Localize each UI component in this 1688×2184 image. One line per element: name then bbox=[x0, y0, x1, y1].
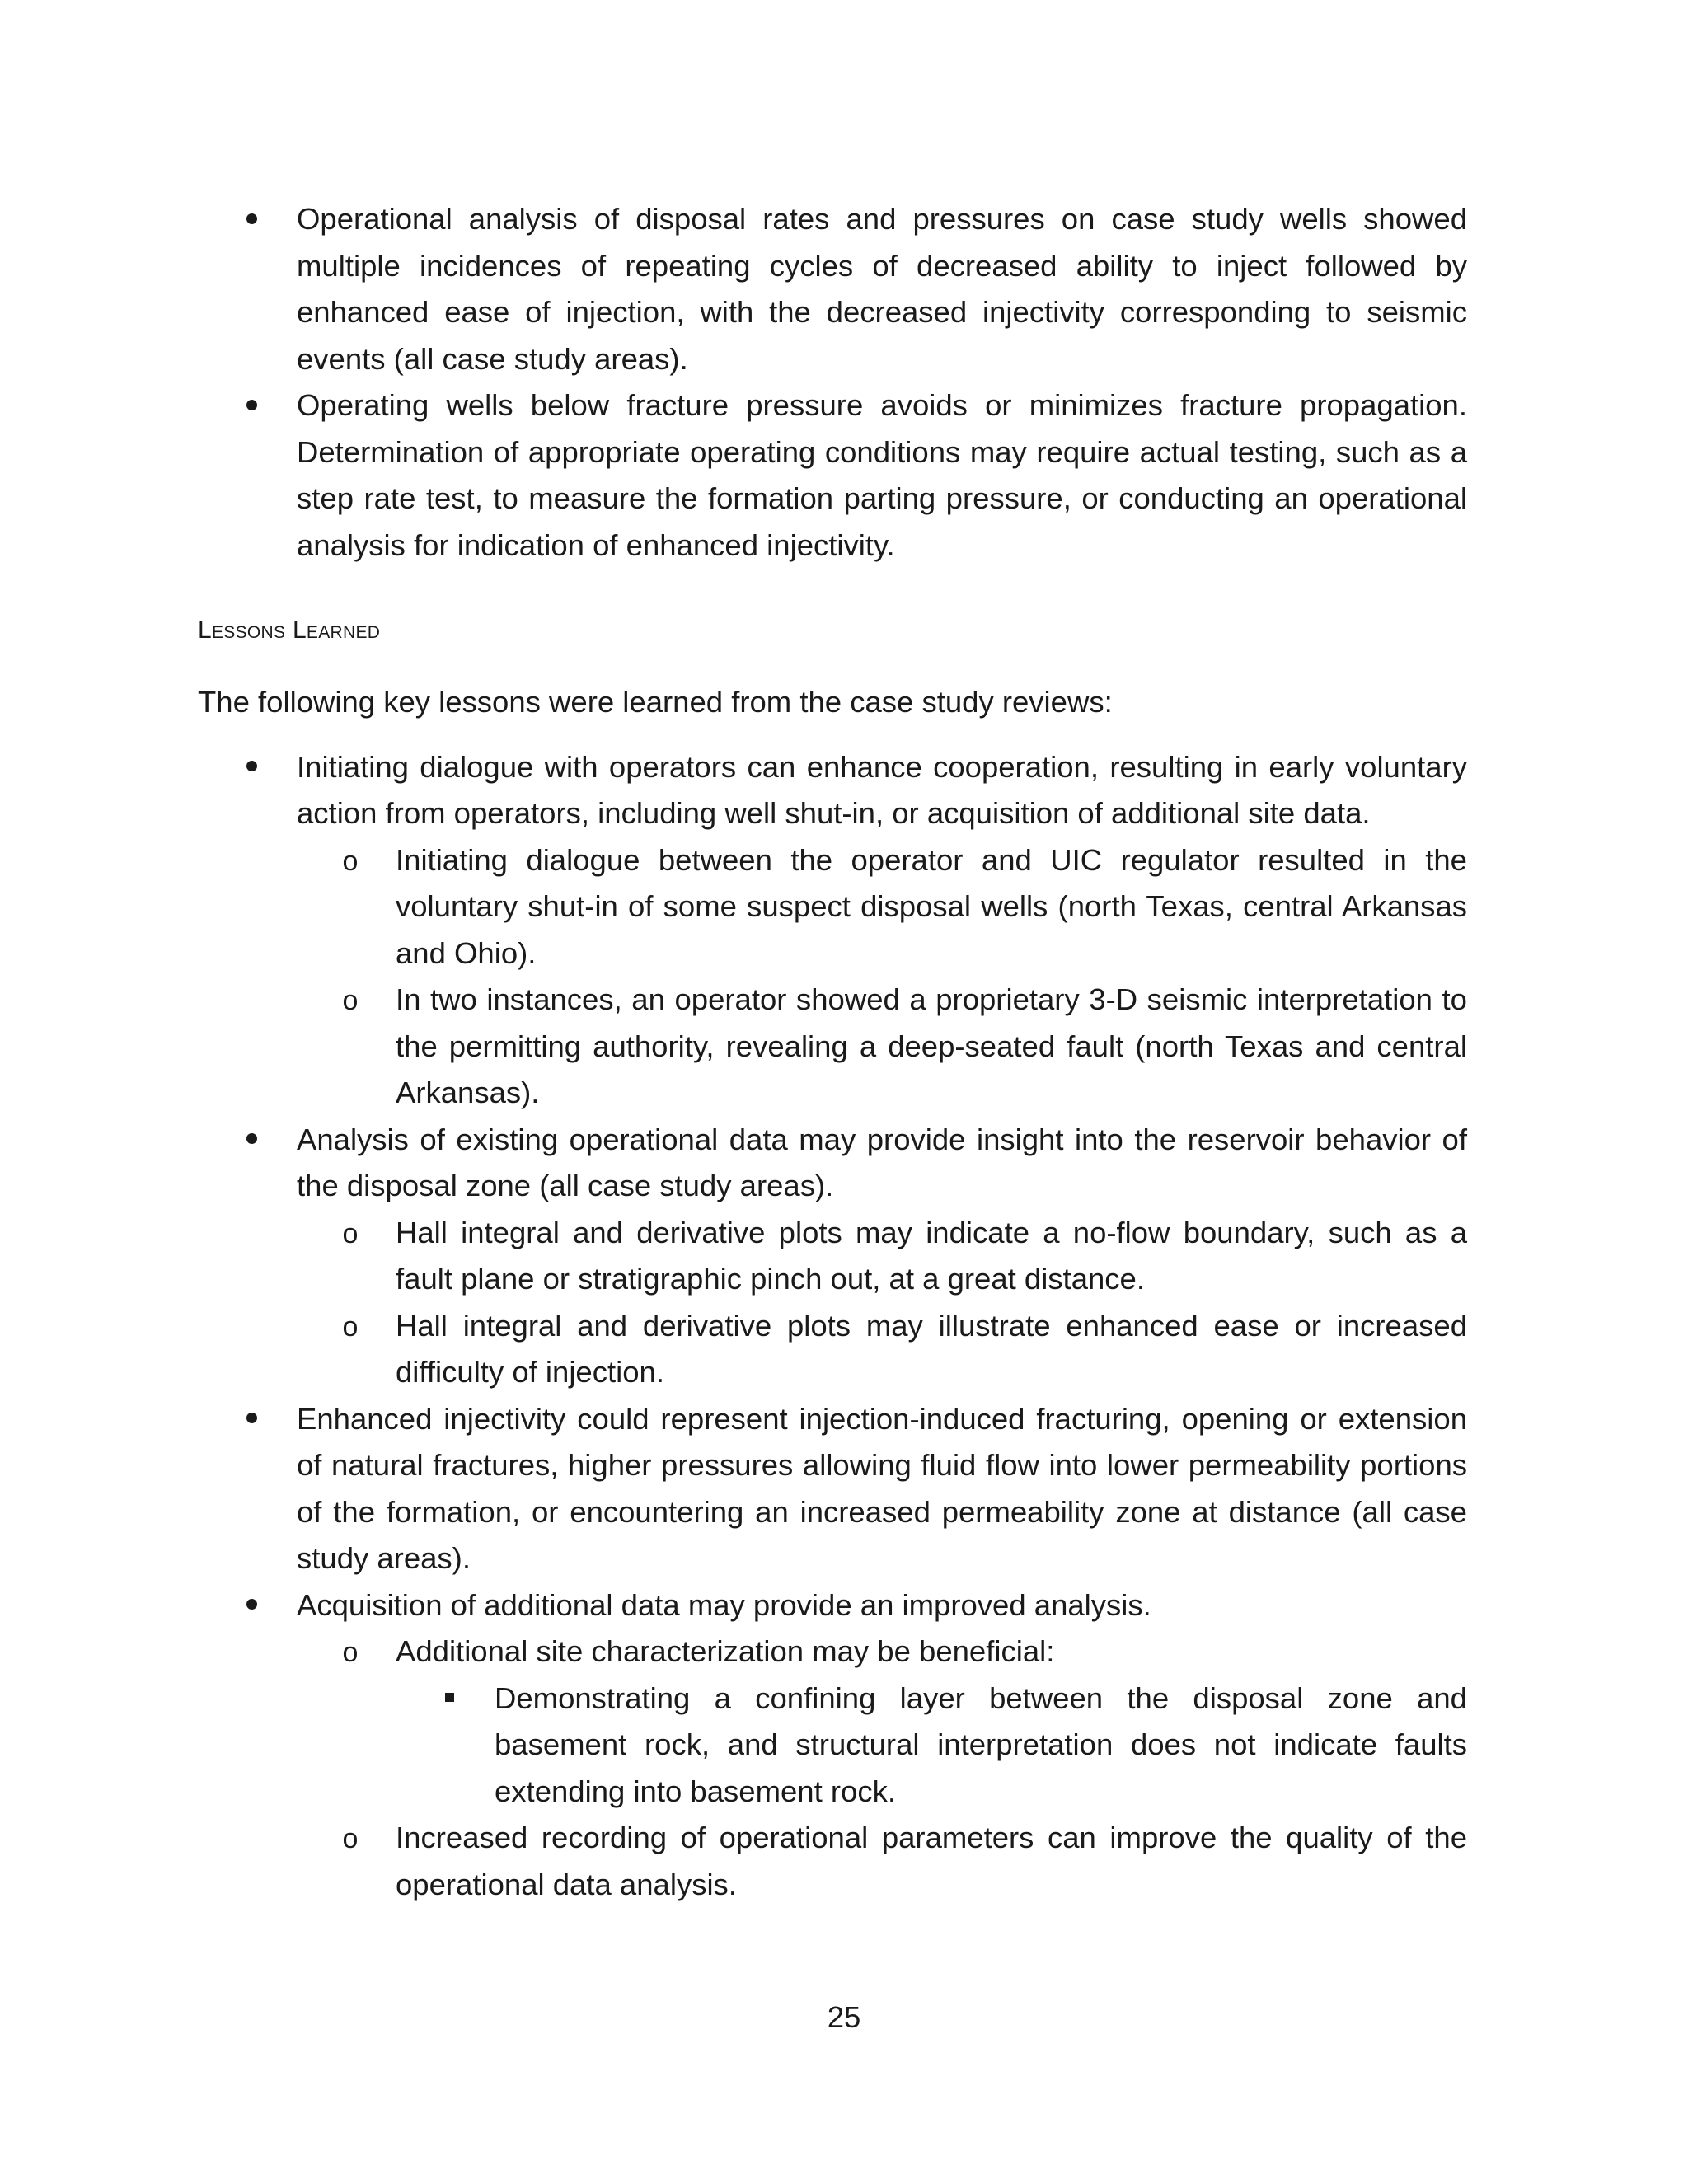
sub-list-item bbox=[198, 977, 1467, 1117]
lessons-list bbox=[198, 744, 1467, 1909]
intro-paragraph: The following key lessons were learned from the case study reviews: bbox=[198, 685, 1113, 719]
bullet-icon bbox=[239, 744, 264, 791]
list-item-text: Operating wells below fracture pressure avoids or minimizes fracture propagation. Determination of appropriate operating conditions may require actual testing, such as a step rate test, to measure the formation parting pressure, or conducting an operational analysis for indication of enhanced injectivity. bbox=[297, 388, 1467, 562]
square-bullet-icon bbox=[437, 1675, 462, 1722]
bullet-icon bbox=[239, 382, 264, 429]
circle-bullet-icon: o bbox=[342, 1637, 359, 1668]
sub-list-item bbox=[198, 1815, 1467, 1908]
list-item-text: Acquisition of additional data may provide an improved analysis. bbox=[297, 1587, 1151, 1622]
list-item-text: Initiating dialogue between the operator and UIC regulator resulted in the voluntary shut-in of some suspect disposal wells (north Texas, central Arkansas and Ohio). bbox=[396, 842, 1467, 970]
list-item-text: Enhanced injectivity could represent injection-induced fracturing, opening or extension of natural fractures, higher pressures allowing fluid flow into lower permeability portions of the formation, or encountering an increased permeability zone at distance (all case study areas). bbox=[297, 1401, 1467, 1575]
page-content bbox=[198, 196, 1467, 1908]
list-item bbox=[198, 1117, 1467, 1210]
sub-list-item bbox=[198, 1210, 1467, 1303]
bullet-icon bbox=[239, 1582, 264, 1629]
list-item-text: Analysis of existing operational data may provide insight into the reservoir behavior of the disposal zone (all case study areas). bbox=[297, 1122, 1467, 1202]
list-item bbox=[198, 382, 1467, 569]
list-item-text: Increased recording of operational parameters can improve the quality of the operational data analysis. bbox=[396, 1821, 1467, 1901]
circle-bullet-icon: o bbox=[342, 845, 359, 877]
sub-list-item bbox=[198, 1303, 1467, 1396]
list-item-text: In two instances, an operator showed a proprietary 3-D seismic interpretation to the permitting authority, revealing a deep-seated fault (north Texas and central Arkansas). bbox=[396, 982, 1467, 1109]
bullet-icon bbox=[239, 1396, 264, 1443]
list-item-text: Demonstrating a confining layer between the disposal zone and basement rock, and structural interpretation does not indicate faults extending into basement rock. bbox=[495, 1680, 1467, 1808]
circle-bullet-icon: o bbox=[342, 985, 359, 1016]
sub-sub-list-item bbox=[198, 1675, 1467, 1816]
sub-list-item bbox=[198, 837, 1467, 977]
section-heading: Lessons Learned bbox=[198, 616, 381, 644]
list-item-text: Hall integral and derivative plots may illustrate enhanced ease or increased difficulty of injection. bbox=[396, 1308, 1467, 1389]
circle-bullet-icon: o bbox=[342, 1310, 359, 1343]
list-item bbox=[198, 196, 1467, 382]
list-item bbox=[198, 1582, 1467, 1629]
list-item-text: Initiating dialogue with operators can enhance cooperation, resulting in early voluntary action from operators, including well shut-in, or acquisition of additional site data. bbox=[297, 749, 1467, 830]
sub-list-item bbox=[198, 1629, 1467, 1675]
page-number: 25 bbox=[827, 2000, 861, 2034]
list-item bbox=[198, 1396, 1467, 1582]
bullet-icon bbox=[239, 1117, 264, 1164]
list-item bbox=[198, 744, 1467, 837]
list-item-text: Additional site characterization may be beneficial: bbox=[396, 1634, 1055, 1668]
list-item-text: Hall integral and derivative plots may indicate a no-flow boundary, such as a fault plane or stratigraphic pinch out, at a great distance. bbox=[396, 1215, 1467, 1296]
circle-bullet-icon: o bbox=[342, 1217, 359, 1249]
bullet-icon bbox=[239, 196, 264, 243]
list-item-text: Operational analysis of disposal rates and pressures on case study wells showed multiple incidences of repeating cycles of decreased ability to inject followed by enhanced ease of injection, with the decreased injectivity corresponding to seismic events (all case study areas). bbox=[297, 202, 1467, 376]
circle-bullet-icon: o bbox=[342, 1823, 359, 1854]
top-bullet-list bbox=[198, 196, 1467, 569]
